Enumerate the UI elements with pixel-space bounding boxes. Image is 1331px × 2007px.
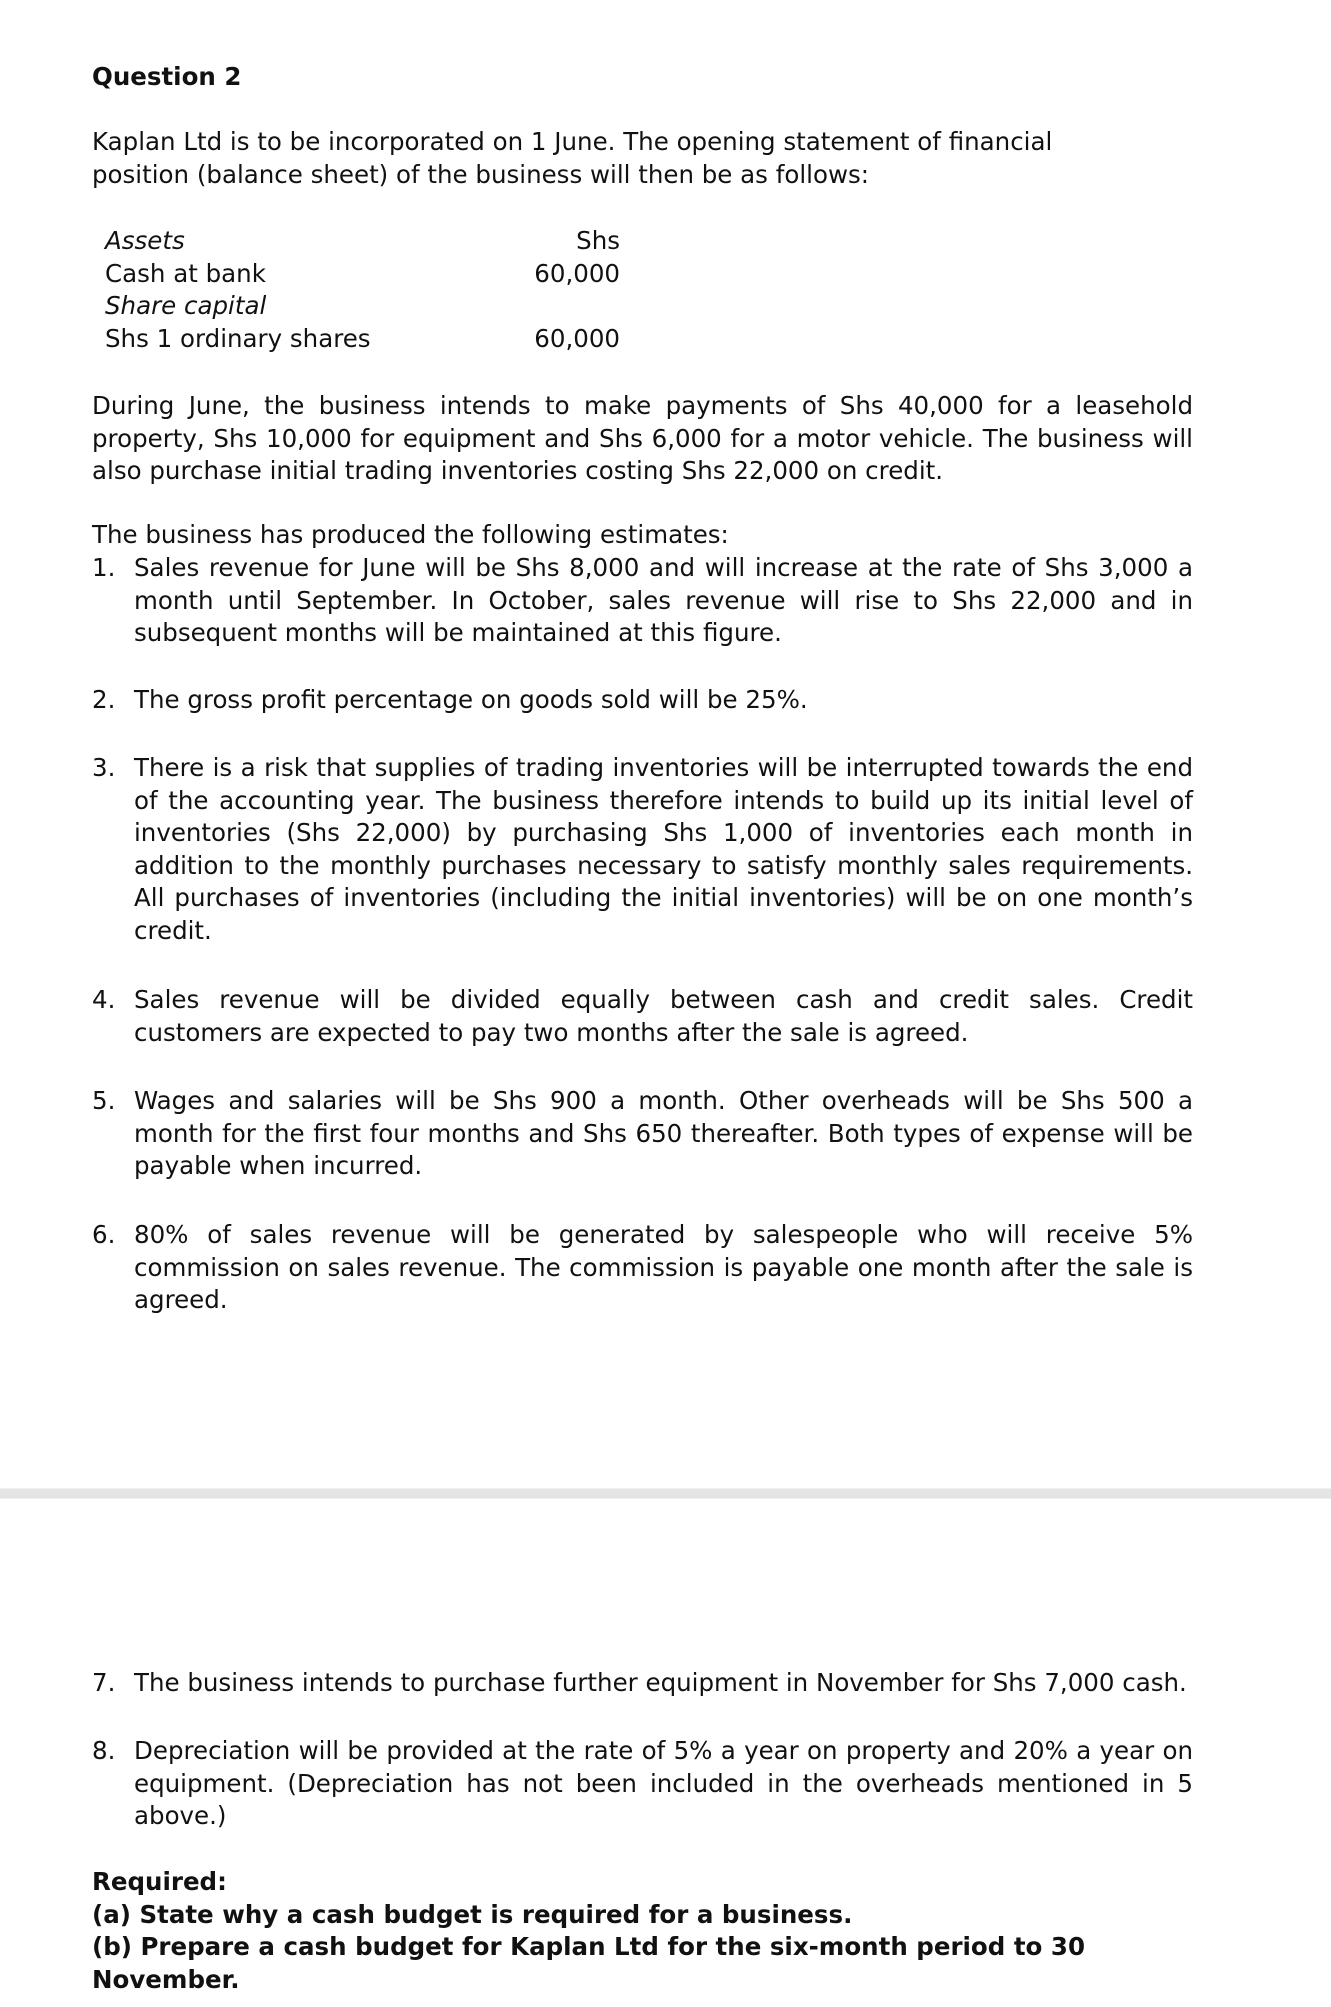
list-item bbox=[92, 552, 1193, 650]
item-number: 4. bbox=[92, 985, 116, 1014]
row-label: Shs 1 ordinary shares bbox=[105, 323, 371, 353]
list-item bbox=[92, 984, 1193, 1049]
row-value: 60,000 bbox=[534, 323, 620, 353]
table-row bbox=[105, 290, 620, 323]
table-row bbox=[105, 323, 620, 356]
item-text: Wages and salaries will be Shs 900 a month. Other overheads will be Shs 500 a month for the first four months and Shs 650 thereafter. Both types of expense will be payable when incurred. bbox=[134, 1086, 1193, 1181]
balance-sheet-table bbox=[105, 225, 620, 355]
list-item bbox=[92, 752, 1193, 948]
estimates-intro: The business has produced the following estimates: bbox=[92, 520, 729, 549]
list-item bbox=[92, 1219, 1193, 1317]
assets-label: Assets bbox=[105, 226, 185, 255]
required-label: Required: bbox=[92, 1867, 227, 1896]
list-item bbox=[92, 1085, 1193, 1183]
item-text: The business intends to purchase further equipment in November for Shs 7,000 cash. bbox=[134, 1668, 1187, 1697]
required-b: (b) Prepare a cash budget for Kaplan Ltd for the six-month period to 30 November. bbox=[92, 1932, 1085, 1994]
row-label: Share capital bbox=[105, 291, 267, 321]
page-divider bbox=[0, 1488, 1331, 1499]
list-item bbox=[92, 684, 1193, 717]
item-number: 6. bbox=[92, 1220, 116, 1249]
item-text: Sales revenue will be divided equally between cash and credit sales. Credit customers are expected to pay two months after the sale is agreed. bbox=[134, 985, 1193, 1047]
item-text: The gross profit percentage on goods sold will be 25%. bbox=[134, 685, 808, 714]
item-text: 80% of sales revenue will be generated by salespeople who will receive 5% commission on sales revenue. The commission is payable one month after the sale is agreed. bbox=[134, 1220, 1193, 1315]
question-title: Question 2 bbox=[92, 62, 242, 91]
item-number: 1. bbox=[92, 553, 116, 582]
item-number: 8. bbox=[92, 1736, 116, 1765]
list-item bbox=[92, 1735, 1193, 1833]
item-text: There is a risk that supplies of trading inventories will be interrupted towards the end of the accounting year. The business therefore intends to build up its initial level of inventories (Shs 22,000) by purchasing Shs 1,000 of inventories each month in addition to the monthly purchases necessary to satisfy monthly sales requirements. All purchases of inventories (including the initial inventories) will be on one month’s credit. bbox=[134, 753, 1193, 945]
item-number: 3. bbox=[92, 753, 116, 782]
required-section bbox=[92, 1866, 1193, 1996]
row-value: 60,000 bbox=[534, 258, 620, 288]
payments-paragraph: During June, the business intends to make payments of Shs 40,000 for a leasehold property, Shs 10,000 for equipment and Shs 6,000 for a motor vehicle. The business will also purchase initial trading inventories costing Shs 22,000 on credit. bbox=[92, 391, 1193, 486]
table-header-row bbox=[105, 225, 620, 258]
unit-label: Shs bbox=[576, 226, 620, 255]
required-a: (a) State why a cash budget is required for a business. bbox=[92, 1899, 853, 1929]
item-text: Depreciation will be provided at the rate of 5% a year on property and 20% a year on equipment. (Depreciation has not been included in the overheads mentioned in 5 above.) bbox=[134, 1736, 1193, 1831]
item-text: Sales revenue for June will be Shs 8,000 and will increase at the rate of Shs 3,000 a month until September. In October, sales revenue will rise to Shs 22,000 and in subsequent months will be maintained at this figure. bbox=[134, 553, 1193, 648]
row-label: Cash at bank bbox=[105, 258, 266, 288]
intro-paragraph: Kaplan Ltd is to be incorporated on 1 June. The opening statement of financial position (balance sheet) of the business will then be as follows: bbox=[92, 127, 1053, 189]
table-row bbox=[105, 258, 620, 291]
item-number: 5. bbox=[92, 1086, 116, 1115]
list-item bbox=[92, 1667, 1193, 1700]
item-number: 7. bbox=[92, 1668, 116, 1697]
item-number: 2. bbox=[92, 685, 116, 714]
